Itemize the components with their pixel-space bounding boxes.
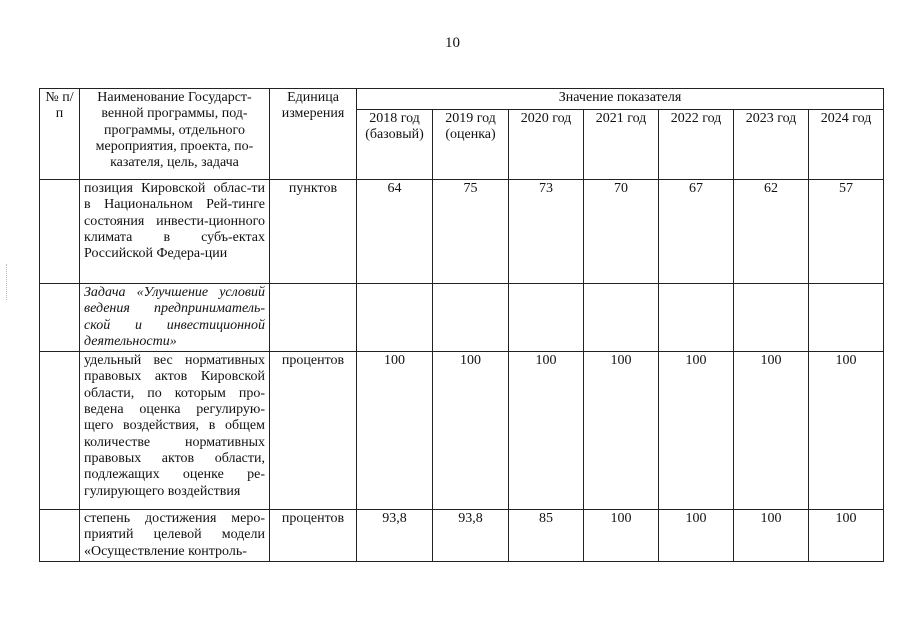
header-name: Наименование Государст-венной программы, под-программы, отдельного мероприятия, проекта, по-казателя, цель, задача	[80, 89, 270, 180]
value-2020: 73	[509, 180, 584, 284]
header-row	[40, 89, 884, 110]
header-year-2023: 2023 год	[734, 110, 809, 180]
task-heading: Задача «Улучшение условий ведения предприниматель-ской и инвестиционной деятельности»	[80, 284, 270, 352]
value-2022: 100	[659, 352, 734, 510]
header-year-2022: 2022 год	[659, 110, 734, 180]
table-row	[40, 510, 884, 562]
value-2018: 93,8	[357, 510, 433, 562]
value-2024	[809, 284, 884, 352]
header-unit: Единица измерения	[270, 89, 357, 180]
row-name: позиция Кировской облас-ти в Национальном Рей-тинге состояния инвести-ционного климата в субъ-ектах Российской Федера-ции	[80, 180, 270, 284]
value-2019: 93,8	[433, 510, 509, 562]
value-2018	[357, 284, 433, 352]
row-name: удельный вес нормативных правовых актов Кировской области, по которым про-ведена оценка регулирую-щего воздействия, в общем количестве нормативных правовых актов области, подлежащих оценке ре-гулирующего воздействия	[80, 352, 270, 510]
header-year-2020: 2020 год	[509, 110, 584, 180]
value-2019: 75	[433, 180, 509, 284]
indicators-table	[39, 88, 884, 562]
value-2020: 100	[509, 352, 584, 510]
value-2023: 62	[734, 180, 809, 284]
page-number: 10	[445, 35, 460, 51]
row-unit: процентов	[270, 510, 357, 562]
header-year-2018: 2018 год (базовый)	[357, 110, 433, 180]
value-2024: 57	[809, 180, 884, 284]
value-2024: 100	[809, 510, 884, 562]
value-2020: 85	[509, 510, 584, 562]
value-2018: 64	[357, 180, 433, 284]
header-year-2021: 2021 год	[584, 110, 659, 180]
table-row	[40, 352, 884, 510]
row-num	[40, 352, 80, 510]
value-2022	[659, 284, 734, 352]
header-year-2019: 2019 год (оценка)	[433, 110, 509, 180]
value-2023	[734, 284, 809, 352]
value-2021: 70	[584, 180, 659, 284]
row-unit: пунктов	[270, 180, 357, 284]
row-name: степень достижения меро-приятий целевой модели «Осуществление контроль-	[80, 510, 270, 562]
row-num	[40, 284, 80, 352]
row-unit	[270, 284, 357, 352]
value-2022: 100	[659, 510, 734, 562]
value-2020	[509, 284, 584, 352]
value-2018: 100	[357, 352, 433, 510]
value-2024: 100	[809, 352, 884, 510]
row-num	[40, 180, 80, 284]
value-2021: 100	[584, 510, 659, 562]
value-2019	[433, 284, 509, 352]
scan-artifact	[6, 264, 15, 300]
value-2023: 100	[734, 510, 809, 562]
value-2021	[584, 284, 659, 352]
table-row	[40, 180, 884, 284]
value-2023: 100	[734, 352, 809, 510]
value-2022: 67	[659, 180, 734, 284]
header-year-2024: 2024 год	[809, 110, 884, 180]
header-value-group: Значение показателя	[357, 89, 884, 110]
value-2019: 100	[433, 352, 509, 510]
table-row-task	[40, 284, 884, 352]
row-num	[40, 510, 80, 562]
header-num: № п/п	[40, 89, 80, 180]
value-2021: 100	[584, 352, 659, 510]
row-unit: процентов	[270, 352, 357, 510]
